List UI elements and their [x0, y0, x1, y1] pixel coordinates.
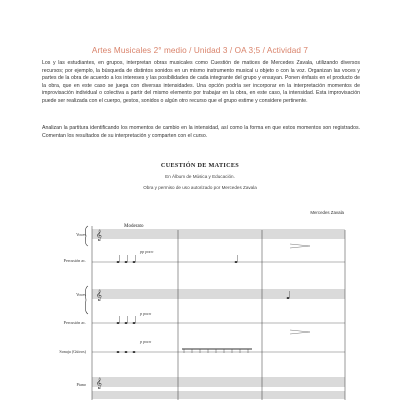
- part-label-percusion-2: Percusión ac.: [63, 320, 86, 325]
- part-label-piano: Piano: [76, 382, 86, 387]
- treble-clef-1: 𝄞: [96, 230, 102, 241]
- score-source: En Álbum de Música y Educación.: [165, 174, 235, 179]
- dynamic-mark-2: p poco: [140, 311, 152, 316]
- page-header: Artes Musicales 2° medio / Unidad 3 / OA 3;5 / Actividad 7: [91, 46, 309, 55]
- part-label-voces-1: Voces: [76, 232, 86, 237]
- notes: [117, 255, 290, 324]
- score-title: CUESTIÓN DE MATICES: [160, 162, 240, 169]
- paragraph-instructions: Los y las estudiantes, en grupos, interpretan obras musicales como Cuestión de matices de Mercedes Zavala, utilizando diversos recursos; por ejemplo, la búsqueda de distintos sonidos en un mismo instrumento musical u objeto o con la voz. Organizan las voces y partes de la obra de acuerdo a los intereses y las posibilidades de cada integrante del grupo y ensayan. Ponen énfasis en el producto de la obra, que en este caso se juega con diversas intensidades. Una opción podría ser incorporar en la interpretación momentos de improvisación individual o colectiva a partir del mismo elemento por trabajar en la obra, en este caso, la intensidad. Esta improvisación puede ser realizada con el cuerpo, gestos, sonidos o algún otro recurso que el grupo estime y considere pertinente.: [42, 60, 360, 104]
- hairpins: [290, 244, 310, 334]
- part-label-sonaja: Sonaja (Güiros): [59, 349, 86, 354]
- dynamic-mark-1: pp poco: [140, 249, 154, 254]
- score-composer: Mercedes Zavala: [310, 210, 344, 215]
- treble-clef-2: 𝄞: [96, 290, 102, 301]
- part-label-voces-2: Voces: [76, 292, 86, 297]
- staff-lines: [92, 230, 345, 398]
- score-permission: Obra y permiso de uso autorizado por Mercedes Zavala: [143, 185, 257, 190]
- paragraph-analysis: Analizan la partitura identificando los momentos de cambio en la intensidad, así como la forma en que estos momentos son registrados. Comentan los resultados de su interpretación y comparten con el curso.: [42, 125, 360, 139]
- score-tempo: Moderato: [124, 224, 144, 229]
- system-bracket-1: [85, 226, 88, 246]
- barlines: [92, 226, 345, 400]
- part-label-percusion-1: Percusión ac.: [63, 258, 86, 263]
- dynamic-mark-3: p poco: [140, 339, 152, 344]
- system-bracket-2: [85, 286, 88, 314]
- treble-clef-piano: 𝄞: [96, 378, 102, 389]
- sonaja-notes: [117, 349, 252, 353]
